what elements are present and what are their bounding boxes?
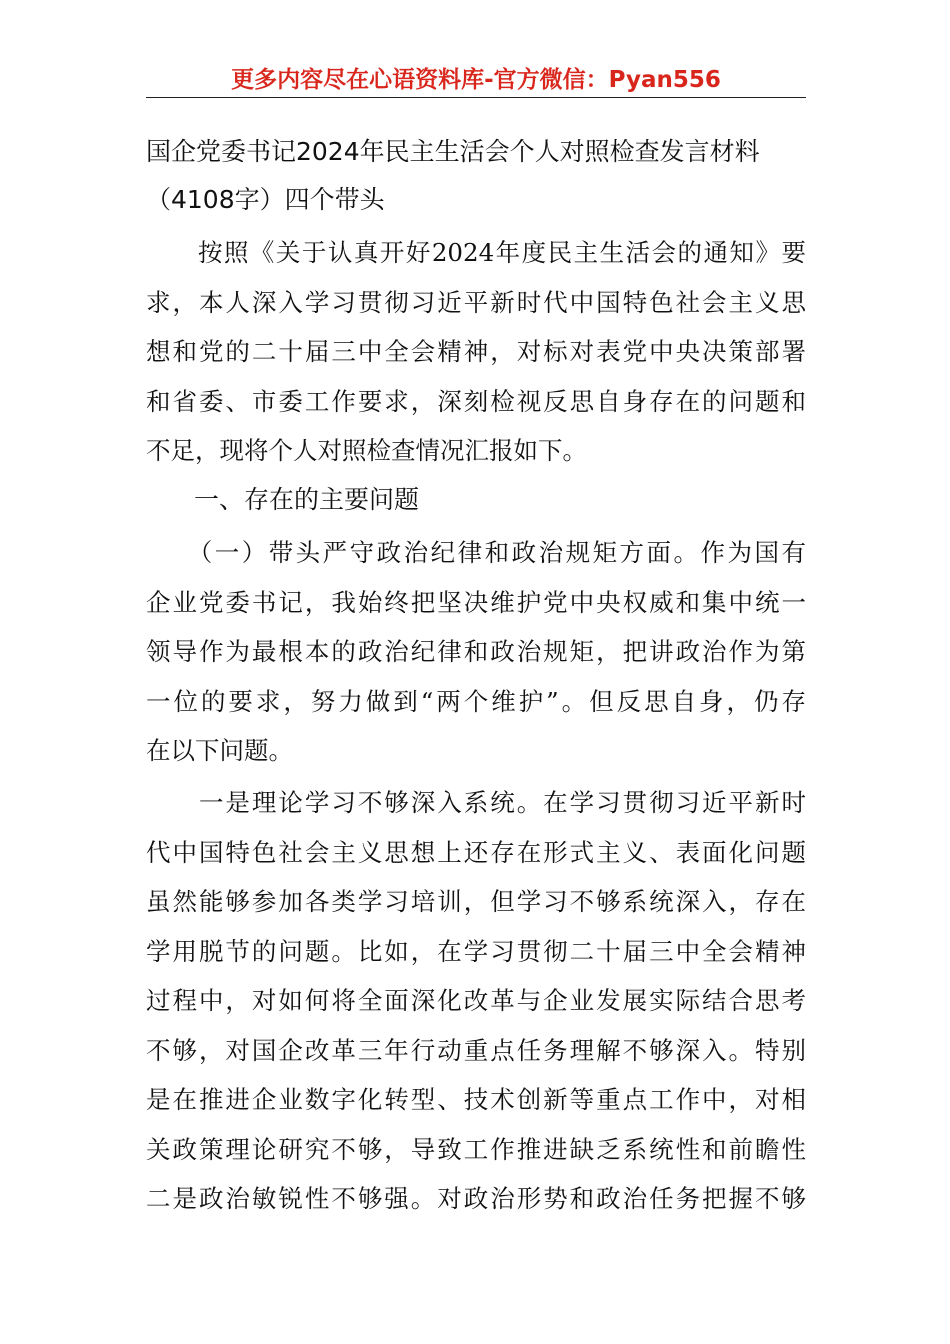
paragraph-line: 领导作为最根本的政治纪律和政治规矩，把讲政治作为第 xyxy=(146,637,806,666)
paragraph-line: 二是政治敏锐性不够强。对政治形势和政治任务把握不够 xyxy=(146,1184,806,1213)
theory-study-paragraph xyxy=(146,778,806,1224)
paragraph-line: 虽然能够参加各类学习培训，但学习不够系统深入，存在 xyxy=(146,887,806,916)
paragraph-line: 不足，现将个人对照检查情况汇报如下。 xyxy=(146,436,587,465)
paragraph-line: （一）带头严守政治纪律和政治规矩方面。作为国有 xyxy=(146,538,806,567)
title-line-1: 国企党委书记2024年民主生活会个人对照检查发言材料 xyxy=(146,137,760,166)
paragraph-line: 一是理论学习不够深入系统。在学习贯彻习近平新时 xyxy=(146,788,806,817)
paragraph-line: 一位的要求，努力做到“两个维护”。但反思自身，仍存 xyxy=(146,686,806,716)
title-line-2: （4108字）四个带头 xyxy=(146,185,385,214)
political-discipline-paragraph xyxy=(146,528,806,776)
paragraph-line: 企业党委书记，我始终把坚决维护党中央权威和集中统一 xyxy=(146,587,806,617)
paragraph-line: 想和党的二十届三中全会精神，对标对表党中央决策部署 xyxy=(146,337,806,366)
intro-paragraph xyxy=(146,228,806,476)
paragraph-line: 和省委、市委工作要求，深刻检视反思自身存在的问题和 xyxy=(146,386,806,416)
paragraph-line: 关政策理论研究不够，导致工作推进缺乏系统性和前瞻性 xyxy=(146,1134,806,1164)
header-divider xyxy=(146,97,806,98)
page-header-watermark: 更多内容尽在心语资料库-官方微信：Pyan556 xyxy=(231,67,721,93)
paragraph-line: 是在推进企业数字化转型、技术创新等重点工作中，对相 xyxy=(146,1085,806,1114)
document-title xyxy=(146,128,806,224)
paragraph-line: 过程中，对如何将全面深化改革与企业发展实际结合思考 xyxy=(146,986,806,1015)
paragraph-line: 不够，对国企改革三年行动重点任务理解不够深入。特别 xyxy=(146,1035,806,1065)
paragraph-line: 按照《关于认真开好2024年度民主生活会的通知》要 xyxy=(146,238,806,267)
section-heading: 一、存在的主要问题 xyxy=(194,485,420,514)
paragraph-line: 求，本人深入学习贯彻习近平新时代中国特色社会主义思 xyxy=(146,287,806,317)
paragraph-line: 在以下问题。 xyxy=(146,736,293,765)
paragraph-line: 代中国特色社会主义思想上还存在形式主义、表面化问题 xyxy=(146,837,806,867)
paragraph-line: 学用脱节的问题。比如，在学习贯彻二十届三中全会精神 xyxy=(146,936,806,966)
